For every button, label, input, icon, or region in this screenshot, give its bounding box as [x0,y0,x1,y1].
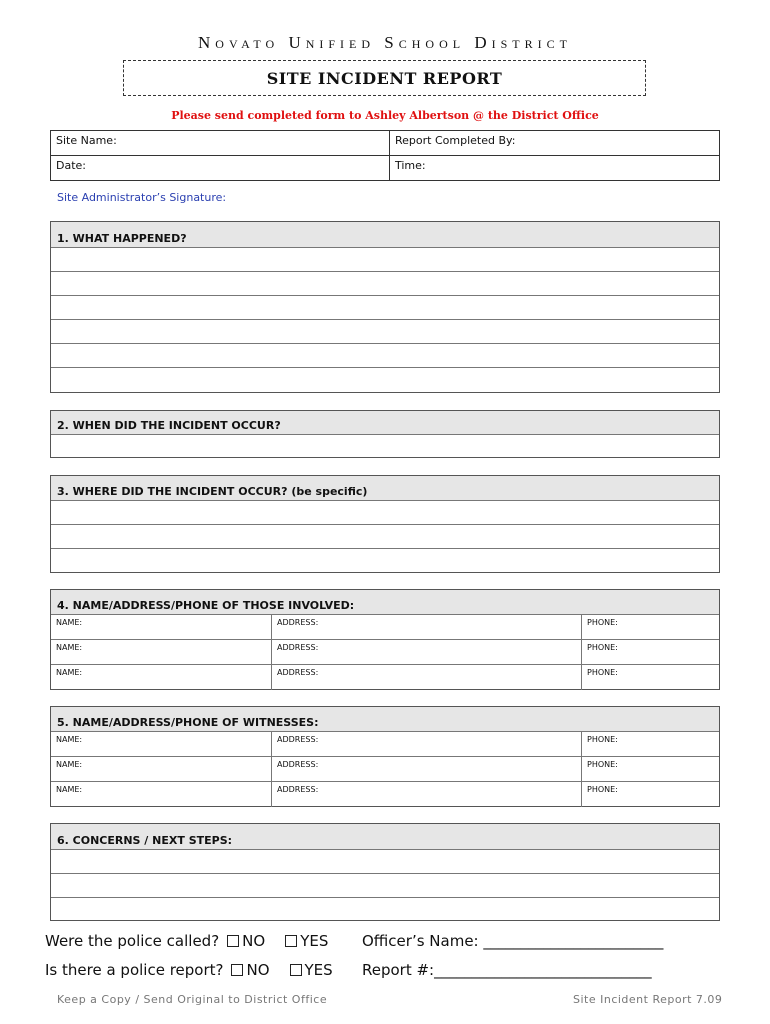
date-label: Date: [56,159,86,172]
police-report-no-checkbox[interactable] [231,964,243,976]
contact-row [51,615,719,640]
answer-line[interactable] [51,501,719,525]
yes-label: YES [304,961,333,979]
answer-line[interactable] [51,898,719,920]
answer-line[interactable] [51,320,719,344]
site-name-label: Site Name: [56,134,117,147]
contact-row [51,732,719,757]
police-report-question [45,961,333,979]
contact-row [51,757,719,782]
yes-label: YES [300,932,329,950]
phone-cell[interactable]: PHONE: [587,643,618,652]
police-report-label: Is there a police report? [45,961,224,979]
section-concerns [50,823,720,921]
phone-cell[interactable]: PHONE: [587,760,618,769]
district-name: NOVATO UNIFIED SCHOOL DISTRICT [198,33,572,52]
name-cell[interactable]: NAME: [51,732,272,756]
signature-label: Site Administrator’s Signature: [57,191,227,204]
no-label: NO [242,932,266,950]
address-cell[interactable]: ADDRESS: [272,782,582,807]
section-heading: 4. NAME/ADDRESS/PHONE OF THOSE INVOLVED: [51,590,719,615]
phone-cell[interactable]: PHONE: [587,668,618,677]
police-called-question [45,932,328,950]
section-heading: 5. NAME/ADDRESS/PHONE OF WITNESSES: [51,707,719,732]
officer-name-field[interactable]: Officer’s Name: ________________________ [362,932,664,950]
section-where-occurred [50,475,720,573]
contact-row [51,640,719,665]
section-heading: 6. CONCERNS / NEXT STEPS: [51,824,719,850]
answer-line[interactable] [51,435,719,457]
police-report-yes-checkbox[interactable] [290,964,302,976]
name-cell[interactable]: NAME: [51,757,272,781]
footer-instructions: Keep a Copy / Send Original to District Office [57,993,328,1006]
section-those-involved [50,589,720,690]
address-cell[interactable]: ADDRESS: [272,640,582,664]
section-what-happened [50,221,720,393]
address-cell[interactable]: ADDRESS: [272,732,582,756]
answer-line[interactable] [51,525,719,549]
report-title: SITE INCIDENT REPORT [266,68,503,88]
phone-cell[interactable]: PHONE: [587,735,618,744]
address-cell[interactable]: ADDRESS: [272,757,582,781]
report-title-box [123,60,646,96]
send-instructions: Please send completed form to Ashley Albertson @ the District Office [171,109,599,122]
answer-line[interactable] [51,248,719,272]
site-name-field[interactable] [50,130,390,156]
footer-form-id: Site Incident Report 7.09 [573,993,723,1006]
section-witnesses [50,706,720,807]
report-completed-by-label: Report Completed By: [395,134,516,147]
report-number-field[interactable]: Report #:_____________________________ [362,961,652,979]
police-called-label: Were the police called? [45,932,220,950]
date-field[interactable] [50,155,390,181]
section-heading: 1. WHAT HAPPENED? [51,222,719,248]
report-completed-by-field[interactable] [389,130,720,156]
no-label: NO [246,961,270,979]
time-field[interactable] [389,155,720,181]
contact-row [51,665,719,690]
name-cell[interactable]: NAME: [51,665,272,690]
answer-line[interactable] [51,874,719,898]
section-heading: 3. WHERE DID THE INCIDENT OCCUR? (be specific) [51,476,719,501]
phone-cell[interactable]: PHONE: [587,785,618,794]
answer-line[interactable] [51,272,719,296]
name-cell[interactable]: NAME: [51,615,272,639]
police-called-no-checkbox[interactable] [227,935,239,947]
name-cell[interactable]: NAME: [51,640,272,664]
answer-line[interactable] [51,549,719,572]
answer-line[interactable] [51,344,719,368]
section-heading: 2. WHEN DID THE INCIDENT OCCUR? [51,411,719,435]
contact-row [51,782,719,807]
answer-line[interactable] [51,850,719,874]
name-cell[interactable]: NAME: [51,782,272,807]
police-called-yes-checkbox[interactable] [285,935,297,947]
answer-line[interactable] [51,296,719,320]
time-label: Time: [395,159,426,172]
address-cell[interactable]: ADDRESS: [272,665,582,690]
section-when-occurred [50,410,720,458]
address-cell[interactable]: ADDRESS: [272,615,582,639]
answer-line[interactable] [51,368,719,390]
phone-cell[interactable]: PHONE: [587,618,618,627]
